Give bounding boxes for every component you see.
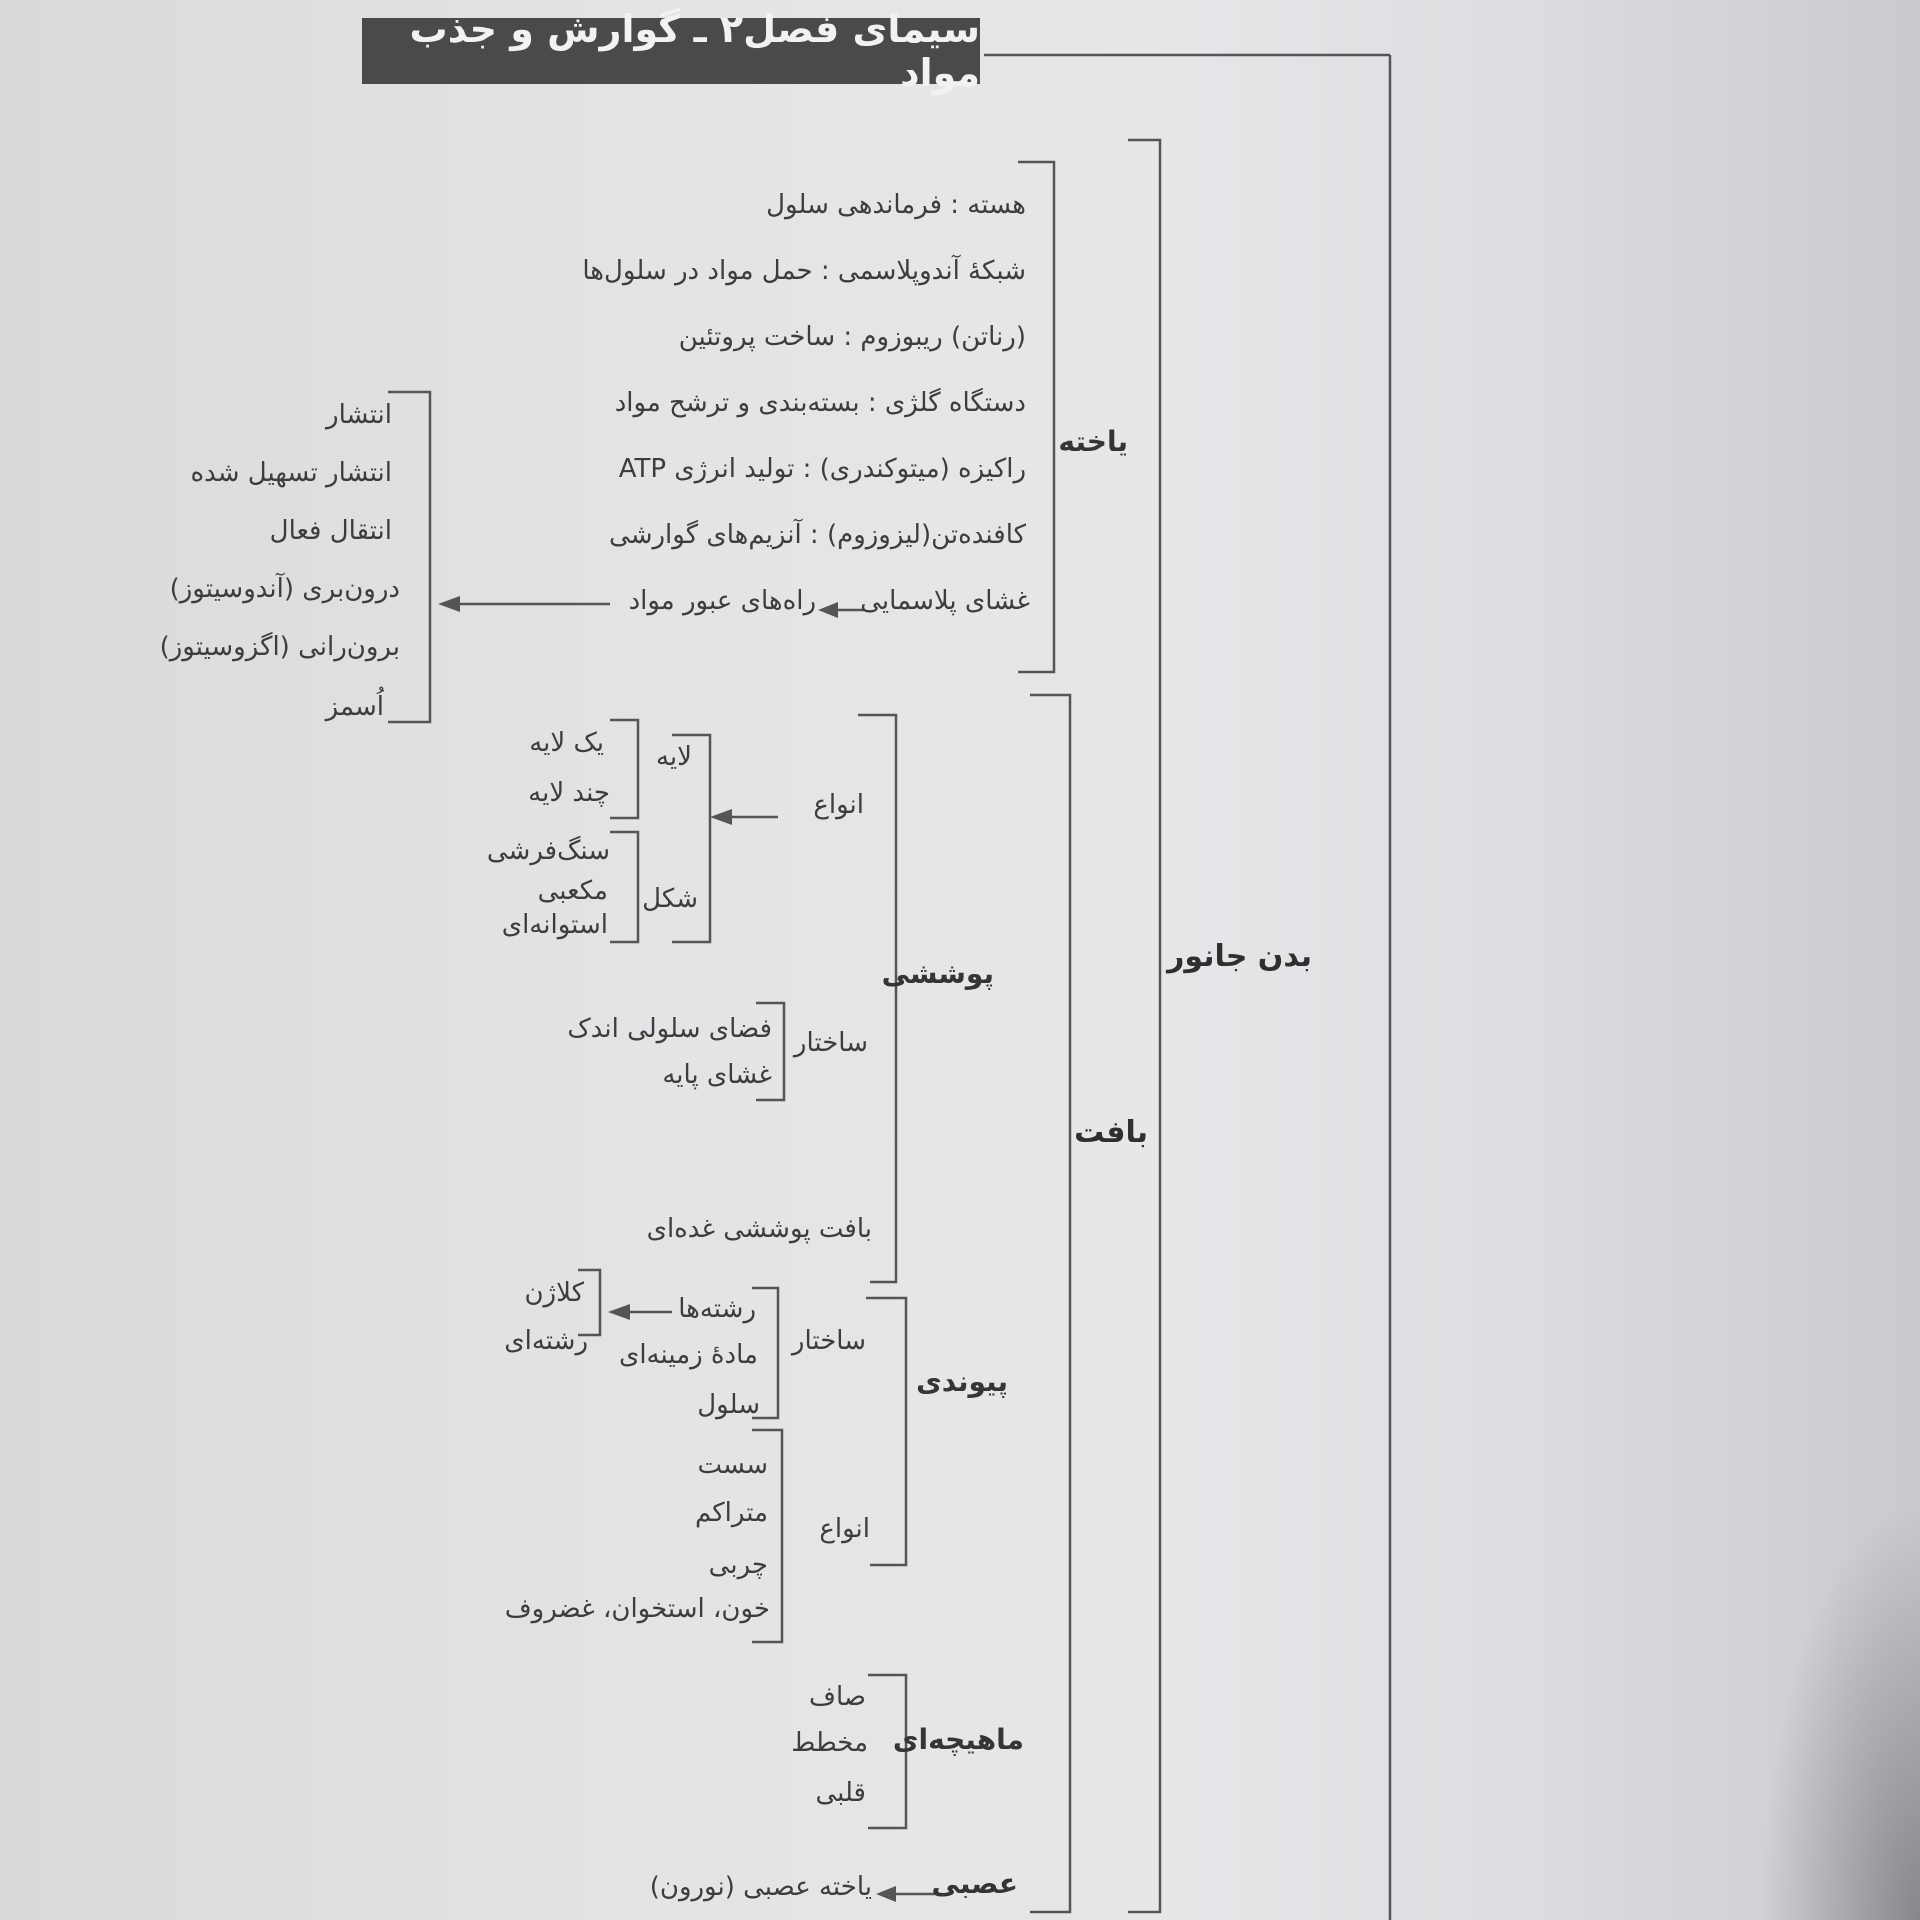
epithelial-label: پوششی	[881, 957, 994, 990]
cell-item: هسته : فرماندهی سلول	[766, 190, 1026, 220]
layer-item: یک لایه	[529, 728, 604, 758]
fiber-item: کلاژن	[524, 1278, 584, 1308]
muscle-label: ماهیچه‌ای	[892, 1723, 1024, 1756]
connective-types-label: انواع	[819, 1514, 870, 1544]
muscle-type-item: صاف	[809, 1682, 866, 1712]
connective-type-item: چربی	[708, 1550, 768, 1580]
connective-type-item: خون، استخوان، غضروف	[504, 1594, 770, 1624]
chapter-title: سیمای فصل۲ ـ گوارش و جذب مواد	[362, 18, 980, 84]
shape-item: استوانه‌ای	[501, 910, 608, 940]
epithelial-structure-label: ساختار	[793, 1028, 868, 1058]
transport-item: انتقال فعال	[269, 516, 392, 546]
connective-structure-item: مادهٔ زمینه‌ای	[618, 1340, 758, 1370]
shape-item: سنگ‌فرشی	[486, 836, 610, 866]
connective-structure-item: سلول	[697, 1390, 760, 1420]
pathways-label: راه‌های عبور مواد	[628, 586, 816, 616]
epithelial-structure-item: غشای پایه	[662, 1060, 772, 1090]
neuron-label: یاخته عصبی (نورون)	[649, 1872, 872, 1902]
layer-item: چند لایه	[528, 778, 610, 808]
connective-structure-item: رشته‌ها	[678, 1294, 756, 1324]
cell-item: شبکهٔ آندوپلاسمی : حمل مواد در سلول‌ها	[582, 256, 1026, 286]
connective-type-item: متراکم	[694, 1498, 768, 1528]
tissue-label: بافت	[1074, 1115, 1148, 1150]
cell-item: (رناتن) ریبوزوم : ساخت پروتئین	[678, 322, 1026, 352]
shape-item: مکعبی	[537, 876, 608, 906]
cell-item: دستگاه گلژی : بسته‌بندی و ترشح مواد	[614, 388, 1026, 418]
transport-item: اُسمز	[325, 692, 384, 722]
membrane-label: غشای پلاسمایی	[860, 586, 1030, 616]
transport-item: انتشار تسهیل شده	[190, 458, 392, 488]
layer-label: لایه	[655, 742, 692, 772]
root-label: بدن جانور	[1167, 939, 1312, 974]
cell-item: کافنده‌تن(لیزوزوم) : آنزیم‌های گوارشی	[609, 520, 1026, 550]
connective-structure-label: ساختار	[791, 1326, 866, 1356]
connective-type-item: سست	[697, 1450, 768, 1480]
epithelial-structure-item: فضای سلولی اندک	[567, 1014, 772, 1044]
glandular-label: بافت پوششی غده‌ای	[646, 1214, 872, 1244]
transport-item: درون‌بری (آندوسیتوز)	[169, 574, 400, 604]
nervous-label: عصبی	[931, 1867, 1018, 1900]
muscle-type-item: مخطط	[791, 1728, 868, 1758]
muscle-type-item: قلبی	[815, 1778, 866, 1808]
cell-label: یاخته	[1058, 425, 1128, 458]
shape-label: شکل	[642, 884, 698, 914]
cell-item: راکیزه (میتوکندری) : تولید انرژی ATP	[618, 454, 1026, 484]
transport-item: انتشار	[326, 400, 392, 430]
epithelial-types-label: انواع	[813, 790, 864, 820]
transport-item: برون‌رانی (اگزوسیتوز)	[159, 632, 400, 662]
page-shadow	[1760, 1500, 1920, 1920]
fiber-item: رشته‌ای	[504, 1326, 588, 1356]
connective-label: پیوندی	[916, 1365, 1008, 1398]
